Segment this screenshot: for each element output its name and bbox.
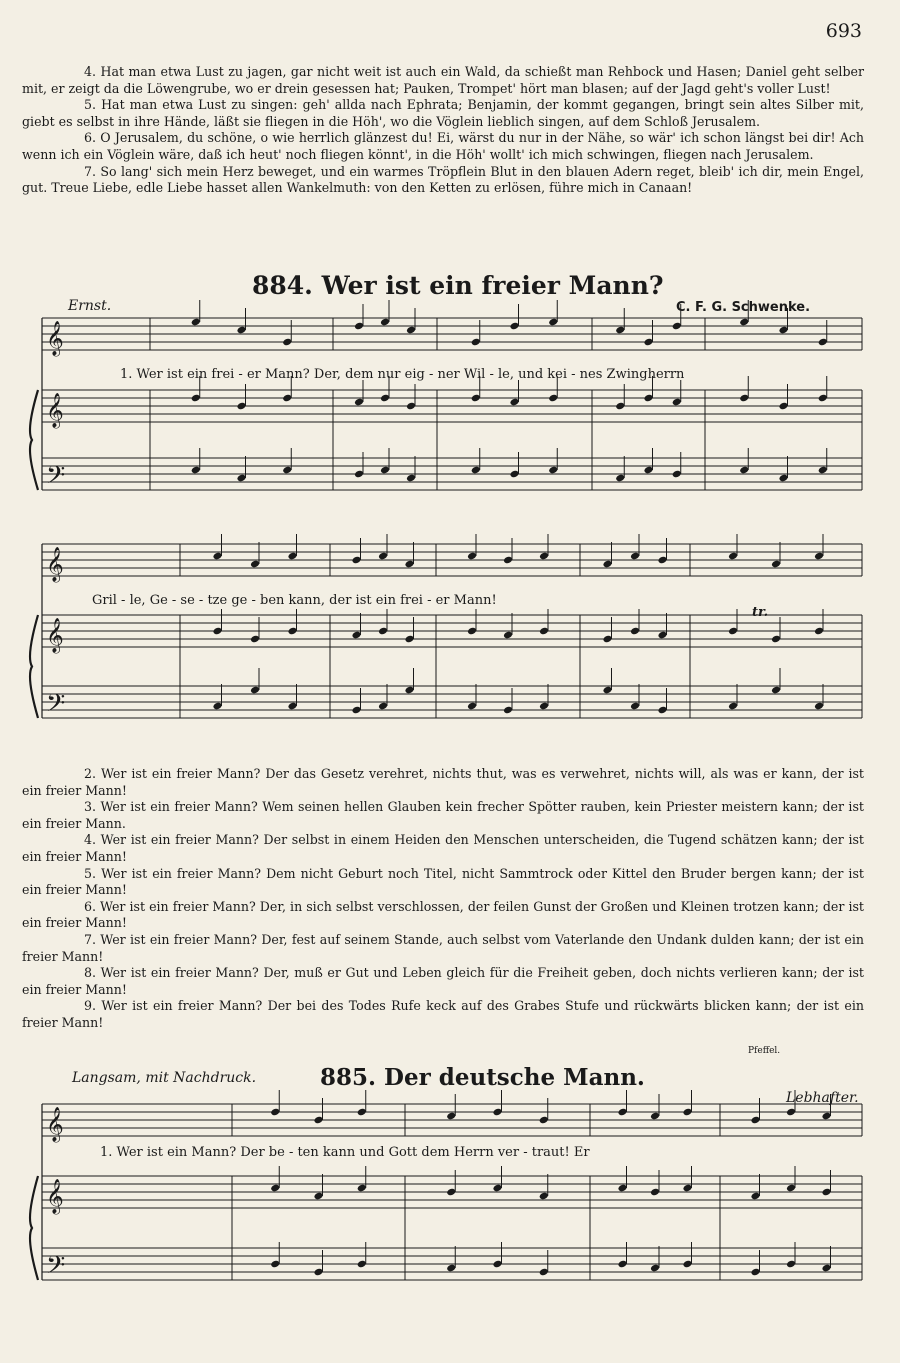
song884-composer: C. F. G. Schwenke. <box>676 300 811 315</box>
verse-884-7: 7. Wer ist ein freier Mann? Der, fest auf seinem Stande, auch selbst vom Vaterlande den Undank dulden kann; der ist ein freier Mann! <box>22 931 864 964</box>
song884-title: Wer ist ein freier Mann? <box>321 271 664 300</box>
verse-7-text: 7. So lang' sich mein Herz beweget, und ein warmes Tröpflein Blut in den blauen Adern reget, bleib' ich dir, mein Engel, gut. Treue Liebe, edle Liebe hasset allen Wankelmuth: von den Ketten zu erlösen, führe mich in Canaan! <box>22 163 864 196</box>
clef: 𝄢 <box>46 1251 66 1286</box>
song885-title: Der deutsche Mann. <box>384 1064 645 1091</box>
clef: 𝄞 <box>46 618 64 653</box>
grand-staff-brace <box>30 390 38 490</box>
verse-884-3: 3. Wer ist ein freier Mann? Wem seinen hellen Glauben kein frecher Spötter rauben, kein Priester meistern kann; der ist ein freier Mann. <box>22 799 864 831</box>
song885-number: 885. <box>320 1064 377 1091</box>
song885-tempo: Langsam, mit Nachdruck. <box>72 1070 257 1086</box>
verse-884-4: 4. Wer ist ein freier Mann? Der selbst in einem Heiden den Menschen unterscheiden, die Tugend schätzen kann; der ist ein freier Mann! <box>22 832 864 864</box>
page-number: 693 <box>825 20 862 42</box>
verse-884-2: 2. Wer ist ein freier Mann? Der das Gesetz verehret, nichts thut, was es verwehret, nichts will, als was er kann, der ist ein freier Mann! <box>22 766 864 798</box>
song885-tempo-change: Lebhafter. <box>786 1090 859 1106</box>
song884-lyrics-line-2: Gril - le, Ge - se - tze ge - ben kann, der ist ein frei - er Mann! <box>92 593 497 608</box>
grand-staff-brace <box>30 1176 38 1280</box>
song885-lyrics-line-1: 1. Wer ist ein Mann? Der be - ten kann und Gott dem Herrn ver - traut! Er <box>100 1145 590 1160</box>
clef: 𝄞 <box>46 547 64 582</box>
verse-5-text: 5. Hat man etwa Lust zu singen: geh' allda nach Ephrata; Benjamin, der kommt gegangen, bringt sein altes Silber mit, giebt es selbst in ihre Hände, läßt sie fliegen in die Höh', wo die Vöglein lieblich singen, auf dem Schloß Jerusalem. <box>22 97 864 129</box>
grand-staff-brace <box>30 615 38 718</box>
author-credit: Pfeffel. <box>748 1046 781 1056</box>
clef: 𝄢 <box>46 689 66 724</box>
trill-mark: tr. <box>752 605 769 620</box>
verse-6-text: 6. O Jerusalem, du schöne, o wie herrlich glänzest du! Ei, wärst du nur in der Nähe, so wär' ich schon längst bei dir! Ach wenn ich ein Vöglein wäre, daß ich heut' noch fliegen könnt', in die Höh' wollt' ich mich schwingen, fliegen nach Jerusalem. <box>22 130 864 162</box>
verse-884-9: 9. Wer ist ein freier Mann? Der bei des Todes Rufe keck auf des Grabes Stufe und rückwärts blicken kann; der ist ein freier Mann! <box>22 998 864 1030</box>
verse-884-6: 6. Wer ist ein freier Mann? Der, in sich selbst verschlossen, der feilen Gunst der Großen und Kleinen trotzen kann; der ist ein freier Mann! <box>22 898 864 931</box>
verse-884-8: 8. Wer ist ein freier Mann? Der, muß er Gut und Leben gleich für die Freiheit geben, doch nichts verlieren kann; der ist ein freier Mann! <box>22 965 864 997</box>
song884-number: 884. <box>252 271 313 300</box>
song884-tempo: Ernst. <box>68 298 112 314</box>
clef: 𝄞 <box>46 1179 64 1214</box>
clef: 𝄞 <box>46 393 64 428</box>
verse-884-5: 5. Wer ist ein freier Mann? Dem nicht Geburt noch Titel, nicht Sammtrock oder Kittel den Bruder bergen kann; der ist ein freier Mann! <box>22 865 864 898</box>
clef: 𝄢 <box>46 461 66 496</box>
clef: 𝄞 <box>46 1107 64 1142</box>
song884-lyrics-line-1: 1. Wer ist ein frei - er Mann? Der, dem nur eig - ner Wil - le, und kei - nes Zwingherrn <box>120 367 685 382</box>
clef: 𝄞 <box>46 321 64 356</box>
verse-4-text: 4. Hat man etwa Lust zu jagen, gar nicht weit ist auch ein Wald, da schießt man Rehbock und Hasen; Daniel geht selber mit, er zeigt da die Löwengrube, wo er drein gesessen hat; Pauken, Trompet' hört man blasen; auf der Jagd geht's voller Lust! <box>22 64 864 96</box>
